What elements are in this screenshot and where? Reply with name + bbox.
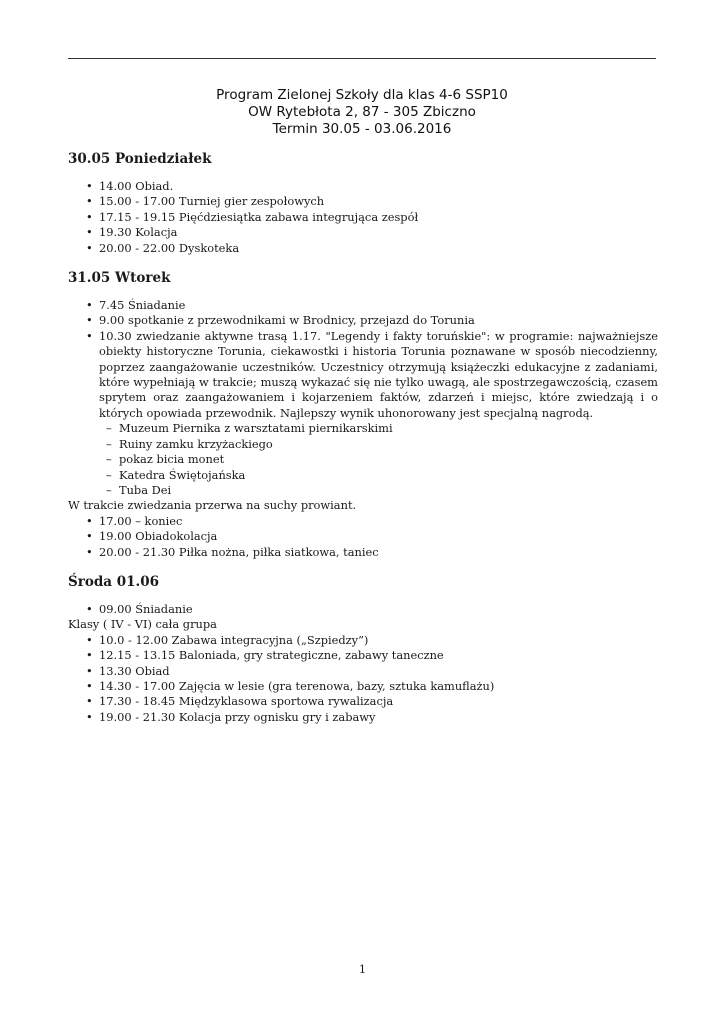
schedule-item: • 20.00 - 21.30 Piłka nożna, piłka siatkowa, taniec xyxy=(99,545,658,560)
schedule-item: • 09.00 Śniadanie xyxy=(99,602,658,617)
schedule-item: • 14.00 Obiad. xyxy=(99,179,658,194)
document-header xyxy=(68,87,656,138)
tour-subitem: – pokaz bicia monet xyxy=(119,452,658,467)
header-dates: Termin 30.05 - 03.06.2016 xyxy=(272,121,452,137)
tour-subitem: – Muzeum Piernika z warsztatami piernikarskimi xyxy=(119,421,658,436)
section-note: Klasy ( IV - VI) cała grupa xyxy=(68,617,217,632)
header-address: OW Rytebłota 2, 87 - 305 Zbiczno xyxy=(248,104,476,120)
tour-subitem: – Ruiny zamku krzyżackiego xyxy=(119,437,658,452)
schedule-item: • 15.00 - 17.00 Turniej gier zespołowych xyxy=(99,194,658,209)
day-section-wednesday xyxy=(68,573,658,725)
schedule-item: • 17.30 - 18.45 Międzyklasowa sportowa rywalizacja xyxy=(99,694,658,709)
schedule-item: • 19.30 Kolacja xyxy=(99,225,658,240)
document-body xyxy=(68,150,658,738)
tour-subitem: – Katedra Świętojańska xyxy=(119,468,658,483)
page-number: 1 xyxy=(358,962,367,976)
schedule-item: • 12.15 - 13.15 Baloniada, gry strategiczne, zabawy taneczne xyxy=(99,648,658,663)
schedule-item-tour xyxy=(99,329,658,498)
schedule-item: • 20.00 - 22.00 Dyskoteka xyxy=(99,241,658,256)
schedule-list xyxy=(68,633,658,725)
schedule-list xyxy=(68,514,658,560)
tour-sublist xyxy=(99,421,658,498)
schedule-item: • 13.30 Obiad xyxy=(99,664,658,679)
schedule-item: • 17.00 – koniec xyxy=(99,514,658,529)
schedule-item: • 19.00 - 21.30 Kolacja przy ognisku gry i zabawy xyxy=(99,710,658,725)
schedule-list xyxy=(68,179,658,256)
section-title: Środa 01.06 xyxy=(68,573,160,590)
schedule-list xyxy=(68,298,658,498)
schedule-list xyxy=(68,602,658,617)
header-rule xyxy=(68,58,656,59)
day-section-tuesday xyxy=(68,269,658,560)
day-section-monday xyxy=(68,150,658,256)
section-title: 30.05 Poniedziałek xyxy=(68,151,212,167)
schedule-item: • 9.00 spotkanie z przewodnikami w Brodnicy, przejazd do Torunia xyxy=(99,313,658,328)
schedule-item: • 10.0 - 12.00 Zabawa integracyjna („Szpiedzy”) xyxy=(99,633,658,648)
section-note: W trakcie zwiedzania przerwa na suchy prowiant. xyxy=(68,498,357,513)
section-title: 31.05 Wtorek xyxy=(68,270,171,287)
schedule-item: • 17.15 - 19.15 Pięćdziesiątka zabawa integrująca zespół xyxy=(99,210,658,225)
schedule-item: • 19.00 Obiadokolacja xyxy=(99,529,658,544)
header-title: Program Zielonej Szkoły dla klas 4-6 SSP10 xyxy=(216,87,508,103)
schedule-item: • 7.45 Śniadanie xyxy=(99,298,658,313)
schedule-item: • 14.30 - 17.00 Zajęcia w lesie (gra terenowa, bazy, sztuka kamuflażu) xyxy=(99,679,658,694)
tour-description: • 10.30 zwiedzanie aktywne trasą 1.17. "Legendy i fakty toruńskie": w programie: najważniejsze obiekty historyczne Torunia, ciekawostki i historia Torunia poznawane w sposób niecodzienny, poprzez zaangażowanie uczestników. Uczestnicy otrzymują książeczki edukacyjne z zadaniami, które wypełniają w trakcie; muszą wykazać się nie tylko uwagą, ale spostrzegawczością, czasem sprytem oraz zaangażowaniem i kojarzeniem faktów, zdarzeń i miejsc, które zwiedzają i o których opowiada przewodnik. Najlepszy wynik uhonorowany jest specjalną nagrodą. xyxy=(99,328,658,420)
tour-subitem: – Tuba Dei xyxy=(119,483,658,498)
